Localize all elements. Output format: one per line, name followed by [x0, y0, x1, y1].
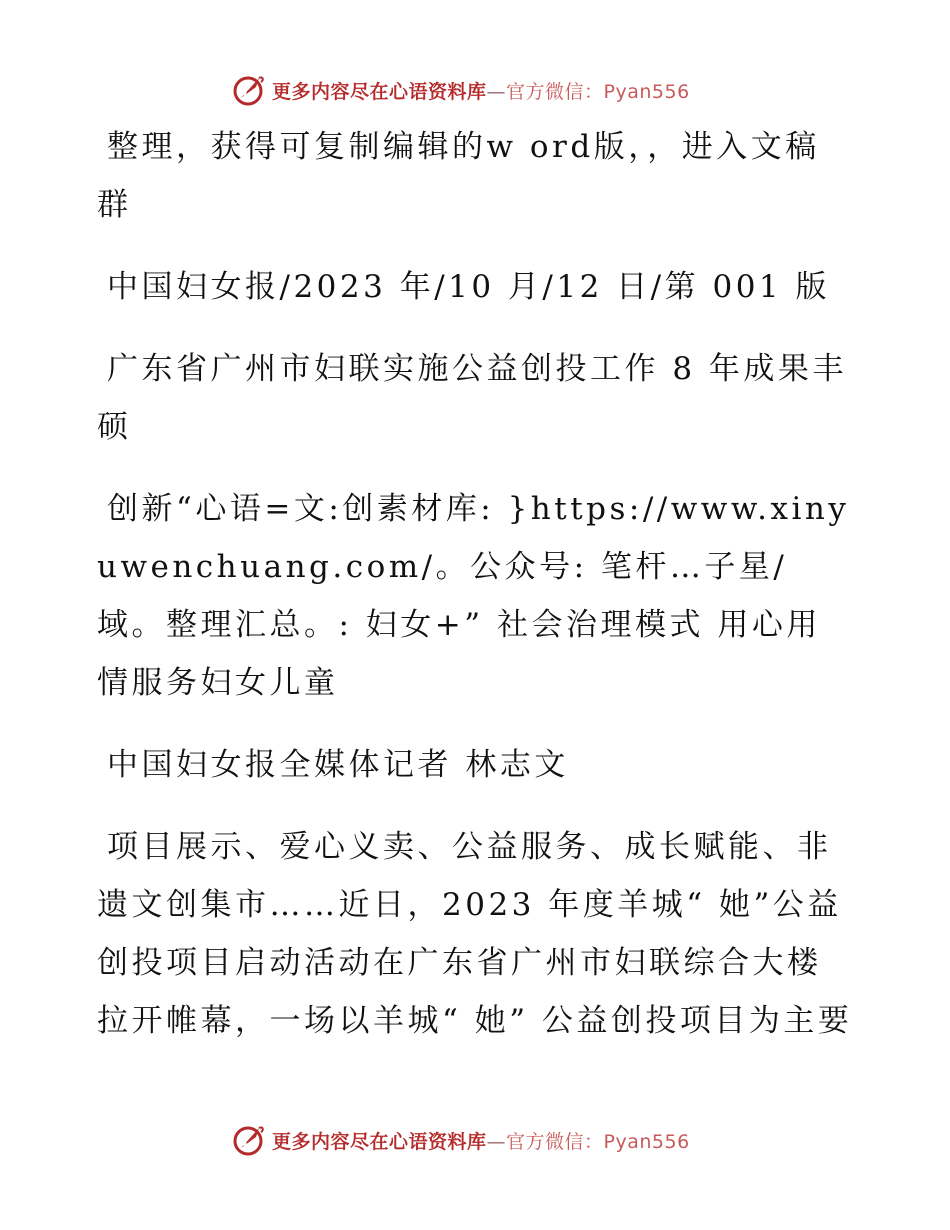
footer-brand-text: 更多内容尽在心语资料库: [272, 1130, 487, 1153]
header-wechat-label: 官方微信：: [506, 80, 604, 103]
footer-banner-text: [272, 1127, 690, 1154]
article-subheadline: 创新“心语=文:创素材库: }https://www.xinyuwenchuang.com/。公众号: 笔杆…子星/域。整理汇总。: 妇女+” 社会治理模式 用心用情服务妇女儿童: [97, 491, 850, 701]
article-headline: 广东省广州市妇联实施公益创投工作 8 年成果丰硕: [97, 351, 847, 445]
quill-pen-logo-icon: [232, 73, 266, 107]
article-byline: 中国妇女报全媒体记者 林志文: [107, 747, 569, 783]
footer-wechat-label: 官方微信：: [506, 1130, 604, 1153]
paragraph-source: 中国妇女报/2023 年/10 月/12 日/第 001 版: [107, 269, 831, 305]
header-banner-text: [272, 77, 690, 104]
footer-separator: —: [486, 1130, 507, 1153]
header-separator: —: [486, 80, 507, 103]
header-banner: [232, 72, 690, 108]
article-body-paragraph: 项目展示、爱心义卖、公益服务、成长赋能、非遗文创集市……近日，2023 年度羊城“ 她”公益创投项目启动活动在广东省广州市妇联综合大楼拉开帷幕，一场以羊城“ 她” 公益创投项目为主要: [97, 829, 853, 1039]
header-wechat-id: Pyan556: [603, 80, 690, 103]
footer-wechat-id: Pyan556: [603, 1130, 690, 1153]
footer-banner: [232, 1122, 690, 1158]
quill-pen-logo-icon: [232, 1123, 266, 1157]
paragraph-intro: 整理，获得可复制编辑的w ord版，，进入文稿群: [97, 129, 820, 223]
document-body: [97, 118, 853, 1074]
header-brand-text: 更多内容尽在心语资料库: [272, 80, 487, 103]
